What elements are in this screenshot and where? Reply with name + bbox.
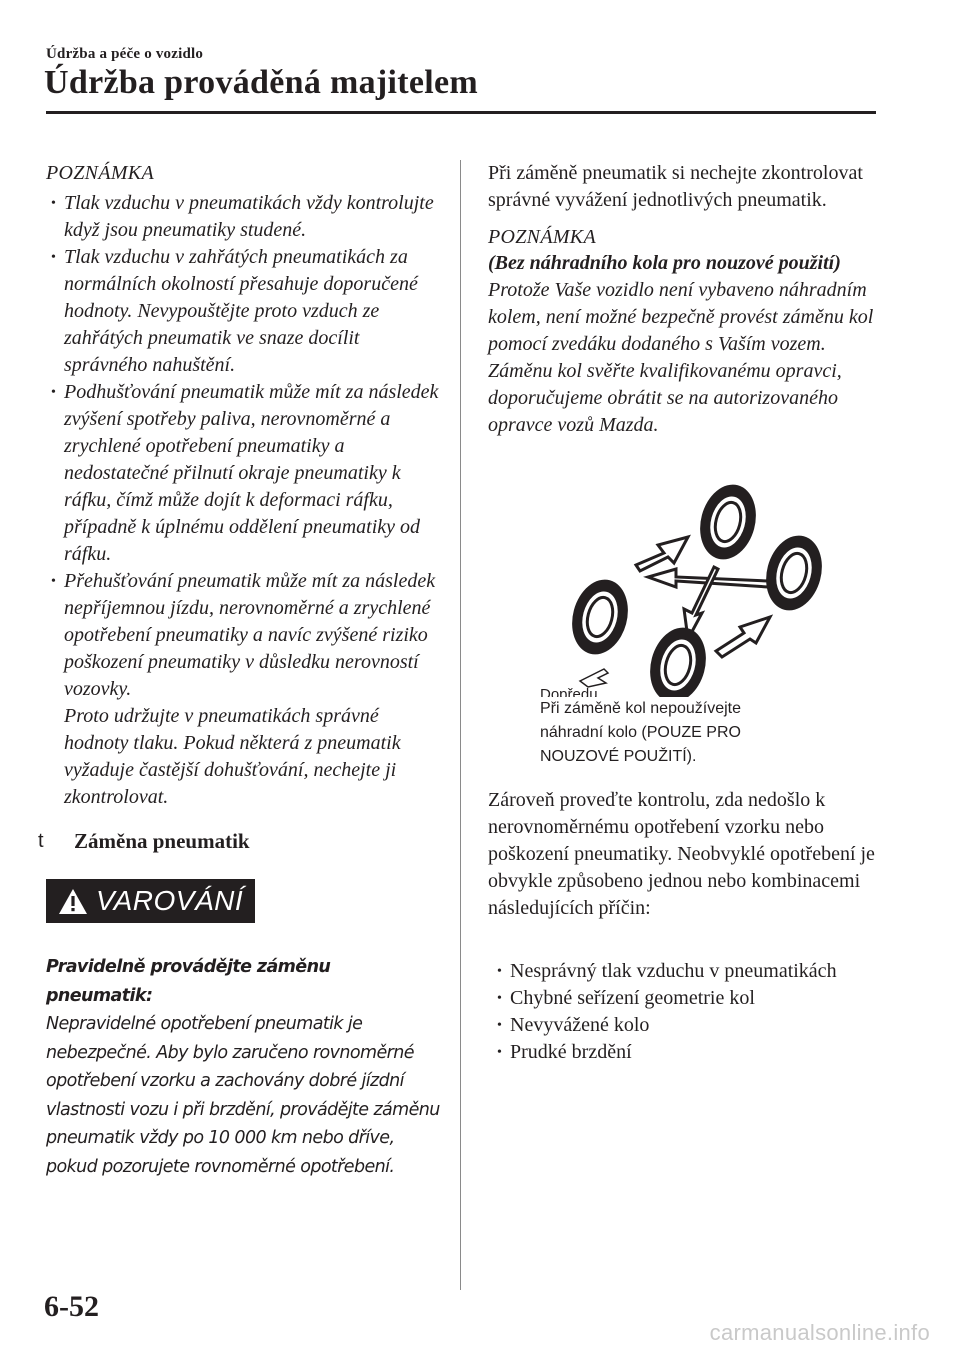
list-item: • Nesprávný tlak vzduchu v pneumatikách — [488, 958, 888, 985]
header-rule — [46, 111, 876, 114]
note-list — [46, 190, 441, 703]
list-item: • Tlak vzduchu v zahřátých pneumatikách za normálních okolností přesahuje doporučené hodnoty. Nevypouštějte proto vzduch ze zahřátých pneumatik ve snaze docílit správného nahuštění. — [46, 244, 441, 379]
note-continuation: Proto udržujte v pneumatikách správné hodnoty tlaku. Pokud některá z pneumatik vyžaduje častější dohušťování, nechejte ji zkontrolovat. — [64, 705, 401, 808]
diagram-label-forward: Dopředu — [540, 686, 598, 697]
subsection-heading — [38, 827, 441, 855]
tyre-rear-right — [758, 529, 830, 616]
note-heading: POZNÁMKA — [488, 226, 596, 248]
subsection-title: Záměna pneumatik — [74, 829, 250, 853]
caption-line: náhradní kolo (POUZE PRO — [540, 724, 741, 741]
warning-badge — [46, 879, 255, 923]
list-item: • Tlak vzduchu v pneumatikách vždy kontrolujte když jsou pneumatiky studené. — [46, 190, 441, 244]
tyre-rear-left — [642, 621, 714, 697]
left-column — [38, 160, 441, 1181]
forward-hand-icon — [580, 669, 608, 687]
body-paragraph: Zároveň proveďte kontrolu, zda nedošlo k nerovnoměrnému opotřebení vzorku nebo poškození pneumatiky. Neobvyklé opotřebení je obvykle způsobeno jednou nebo kombinacemi následujících příčin: — [488, 789, 875, 919]
watermark: carmanualsonline.info — [709, 1320, 930, 1345]
diagram-caption — [488, 697, 888, 769]
warning-triangle-icon — [58, 888, 88, 915]
rotation-arrow — [636, 537, 688, 571]
subsection-marker: t — [38, 830, 44, 852]
list-item: • Podhušťování pneumatik může mít za následek zvýšení spotřeby paliva, nerovnoměrné a zrychlené opotřebení pneumatiky a nedostatečné přilnutí okraje pneumatiky k ráfku, čímž může dojít k deformaci ráfku, případně k úplnému oddělení pneumatiky od ráfku. — [46, 379, 441, 568]
note-subheading: (Bez náhradního kola pro nouzové použití) — [488, 252, 841, 274]
note-body: Protože Vaše vozidlo není vybaveno náhradním kolem, není možné bezpečně provést záměnu kol pomocí zvedáku dodaného s Vaším vozem. Záměnu kol svěřte kvalifikovanému opravci, doporučujeme obrátit se na autorizovaného opravce vozů Mazda. — [488, 279, 874, 436]
list-item: • Chybné seřízení geometrie kol — [488, 985, 888, 1012]
page-title: Údržba prováděná majitelem — [44, 64, 479, 101]
tire-rotation-diagram — [488, 477, 848, 697]
warning-heading: Pravidelně provádějte záměnu pneumatik: — [46, 957, 331, 1006]
note-heading: POZNÁMKA — [46, 162, 154, 184]
caption-line: NOUZOVÉ POUŽITÍ). — [540, 748, 697, 765]
rotation-arrow — [716, 617, 770, 657]
warning-body: Nepravidelné opotřebení pneumatik je nebezpečné. Aby bylo zaručeno rovnoměrné opotřebení vzorku a zachovány dobré jízdní vlastnosti vozu i při brzdění, provádějte záměnu pneumatik vždy po 10 000 km nebo dříve, pokud pozorujete rovnoměrné opotřebení. — [46, 1014, 440, 1177]
intro-paragraph: Při záměně pneumatik si nechejte zkontrolovat správné vyvážení jednotlivých pneumatik. — [488, 162, 863, 211]
tire-rotation-illustration — [488, 477, 848, 697]
list-item: • Prudké brzdění — [488, 1039, 888, 1066]
tyre-front-left — [564, 573, 636, 660]
column-divider — [460, 160, 461, 1290]
list-item: • Nevyvážené kolo — [488, 1012, 888, 1039]
header-section-label: Údržba a péče o vozidlo — [46, 46, 204, 62]
tyre-front-right — [692, 478, 764, 565]
caption-line: Při záměně kol nepoužívejte — [540, 700, 741, 717]
list-item: • Přehušťování pneumatik může mít za následek nepříjemnou jízdu, nerovnoměrné a zrychlené opotřebení pneumatiky a navíc zvýšené riziko poškození pneumatiky v důsledku nerovností vozovky. — [46, 568, 441, 703]
page-number: 6-52 — [44, 1290, 99, 1323]
causes-list — [488, 958, 888, 1066]
warning-text — [46, 953, 441, 1181]
warning-label: VAROVÁNÍ — [96, 885, 244, 916]
right-column — [488, 160, 888, 1066]
